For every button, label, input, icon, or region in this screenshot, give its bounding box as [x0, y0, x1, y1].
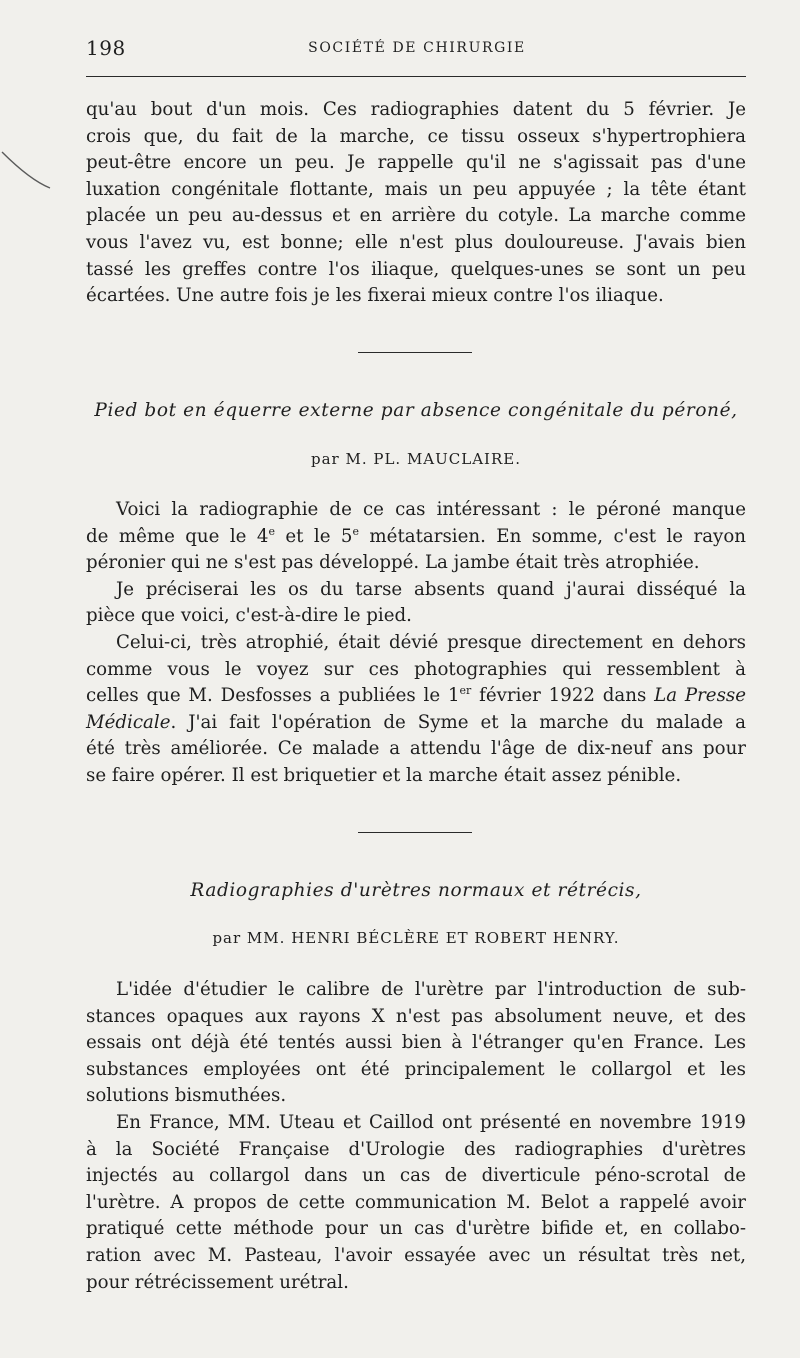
- journal-title: Médicale: [86, 711, 171, 733]
- header-rule: [86, 76, 746, 77]
- text-line: pratiqué cette méthode pour un cas d'urètre bifide et, en collabo-: [86, 1218, 746, 1240]
- text-line: de même que le 4e et le 5e métatarsien. En somme, c'est le rayon: [86, 524, 746, 547]
- article-title-pied-bot: Pied bot en équerre externe par absence congénitale du péroné,: [94, 400, 738, 421]
- article-title-radiographies: Radiographies d'urètres normaux et rétrécis,: [190, 880, 642, 901]
- text-line: péronier qui ne s'est pas développé. La jambe était très atrophiée.: [86, 552, 700, 574]
- text-line: vous l'avez vu, est bonne; elle n'est plus douloureuse. J'avais bien: [86, 231, 746, 253]
- text-line: peut-être encore un peu. Je rappelle qu'il ne s'agissait pas d'une: [86, 152, 746, 174]
- article3-body: [86, 977, 746, 1296]
- text-line: ration avec M. Pasteau, l'avoir essayée avec un résultat très net,: [86, 1244, 746, 1266]
- text-line: solutions bismuthées.: [86, 1085, 287, 1107]
- text-line: pièce que voici, c'est-à-dire le pied.: [86, 605, 412, 627]
- text-line: comme vous le voyez sur ces photographies qui ressemblent à: [86, 658, 746, 680]
- page-number: 198: [86, 36, 126, 60]
- section-separator: [358, 832, 472, 833]
- text-line: L'idée d'étudier le calibre de l'urètre par l'introduction de sub-: [116, 979, 746, 1000]
- text-line: pour rétrécissement urétral.: [86, 1271, 349, 1293]
- text-line: Médicale. J'ai fait l'opération de Syme et la marche du malade a: [86, 711, 746, 733]
- text-line: tassé les greffes contre l'os iliaque, quelques-unes se sont un peu: [86, 258, 746, 280]
- text-line: qu'au bout d'un mois. Ces radiographies datent du 5 février. Je: [86, 99, 746, 120]
- text-line: Voici la radiographie de ce cas intéressant : le péroné manque: [116, 499, 746, 520]
- text-line: à la Société Française d'Urologie des radiographies d'urètres: [86, 1138, 746, 1160]
- running-head: SOCIÉTÉ DE CHIRURGIE: [308, 40, 526, 56]
- text-line: Celui-ci, très atrophié, était dévié presque directement en dehors: [116, 631, 746, 653]
- section-separator: [358, 352, 472, 353]
- text-line: Je préciserai les os du tarse absents quand j'aurai disséqué la: [116, 578, 746, 600]
- text-line: placée un peu au-dessus et en arrière du cotyle. La marche comme: [86, 205, 746, 227]
- text-line: l'urètre. A propos de cette communication M. Belot a rappelé avoir: [86, 1191, 746, 1213]
- text-line: En France, MM. Uteau et Caillod ont présenté en novembre 1919: [116, 1111, 746, 1133]
- text-line: luxation congénitale flottante, mais un peu appuyée ; la tête étant: [86, 178, 746, 200]
- continuation-paragraph: [86, 97, 746, 310]
- text-line: se faire opérer. Il est briquetier et la marche était assez pénible.: [86, 764, 682, 786]
- page-header: [86, 36, 748, 60]
- margin-pencil-mark: [0, 150, 60, 200]
- text-line: stances opaques aux rayons X n'est pas absolument neuve, et des: [86, 1005, 746, 1027]
- text-line: écartées. Une autre fois je les fixerai mieux contre l'os iliaque.: [86, 285, 664, 307]
- article2-body: [86, 497, 746, 790]
- text-line: celles que M. Desfosses a publiées le 1er février 1922 dans La Presse: [86, 684, 747, 707]
- text-line: injectés au collargol dans un cas de diverticule péno-scrotal de: [86, 1165, 746, 1187]
- article-author-mauclaire: par M. PL. MAUCLAIRE.: [310, 450, 521, 468]
- text-line: été très améliorée. Ce malade a attendu l'âge de dix-neuf ans pour: [86, 738, 746, 760]
- text-line: crois que, du fait de la marche, ce tissu osseux s'hypertrophiera: [86, 125, 746, 147]
- text-line: substances employées ont été principalement le collargol et les: [86, 1058, 746, 1080]
- article-author-beclere-henry: par MM. HENRI BÉCLÈRE ET ROBERT HENRY.: [212, 929, 620, 947]
- text-line: essais ont déjà été tentés aussi bien à l'étranger qu'en France. Les: [86, 1032, 746, 1054]
- journal-title: La Presse: [654, 685, 747, 707]
